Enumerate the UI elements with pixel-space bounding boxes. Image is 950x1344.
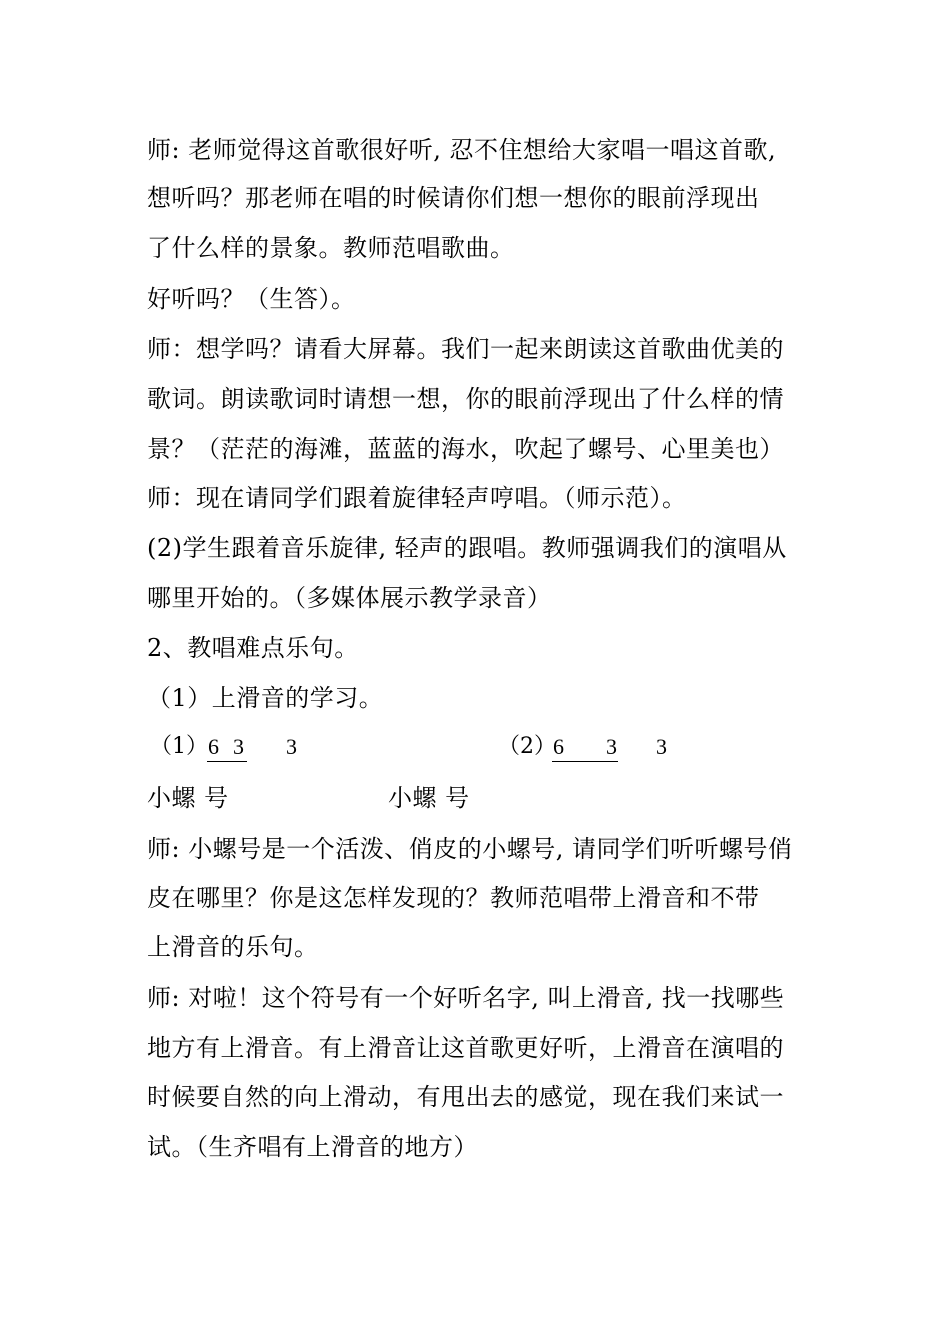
note: 3 — [233, 734, 244, 759]
notation-example-2 — [498, 732, 556, 762]
note: 6 — [208, 734, 219, 759]
paragraph-line: 试。（生齐唱有上滑音的地方） — [147, 1133, 478, 1161]
paragraph-line: 哪里开始的。（多媒体展示教学录音） — [147, 584, 552, 612]
paragraph-line: 想听吗？那老师在唱的时候请你们想一想你的眼前浮现出 — [147, 184, 760, 212]
example-label: （1） — [150, 734, 208, 759]
note: 3 — [656, 734, 667, 759]
paragraph-line: 师: 对啦！这个符号有一个好听名字, 叫上滑音, 找一找哪些 — [147, 984, 785, 1012]
paragraph-line: 上滑音的乐句。 — [147, 933, 319, 961]
note: 6 — [553, 734, 564, 759]
paragraph-line: 地方有上滑音。有上滑音让这首歌更好听，上滑音在演唱的 — [147, 1034, 784, 1062]
notation-example-1 — [150, 732, 208, 762]
lyrics-line-1: 小螺 号 — [147, 784, 229, 812]
paragraph-line: 师：想学吗？请看大屏幕。我们一起来朗读这首歌曲优美的 — [147, 335, 784, 363]
paragraph-line: 景？（茫茫的海滩，蓝蓝的海水，吹起了螺号、心里美也） — [147, 435, 784, 463]
paragraph-line: 好听吗？（生答）。 — [147, 285, 356, 313]
beam-underline — [552, 761, 618, 762]
paragraph-line: 师: 小螺号是一个活泼、俏皮的小螺号, 请同学们听听螺号俏 — [147, 835, 793, 863]
paragraph-line: 2、教唱难点乐句。 — [147, 634, 359, 662]
paragraph-line: 歌词。朗读歌词时请想一想，你的眼前浮现出了什么样的情 — [147, 385, 784, 413]
paragraph-line: （1）上滑音的学习。 — [147, 684, 384, 712]
paragraph-line: 了什么样的景象。教师范唱歌曲。 — [147, 234, 515, 262]
note: 3 — [606, 734, 617, 759]
note: 3 — [286, 734, 297, 759]
lyrics-line-2: 小螺 号 — [388, 784, 470, 812]
example-label: （2） — [498, 734, 556, 759]
paragraph-line: (2)学生跟着音乐旋律, 轻声的跟唱。教师强调我们的演唱从 — [147, 534, 787, 562]
paragraph-line: 皮在哪里？你是这怎样发现的？教师范唱带上滑音和不带 — [147, 884, 760, 912]
paragraph-line: 时候要自然的向上滑动，有甩出去的感觉，现在我们来试一 — [147, 1083, 784, 1111]
beam-underline — [207, 761, 247, 762]
paragraph-line: 师: 老师觉得这首歌很好听, 忍不住想给大家唱一唱这首歌, — [147, 136, 777, 164]
paragraph-line: 师：现在请同学们跟着旋律轻声哼唱。（师示范）。 — [147, 484, 687, 512]
